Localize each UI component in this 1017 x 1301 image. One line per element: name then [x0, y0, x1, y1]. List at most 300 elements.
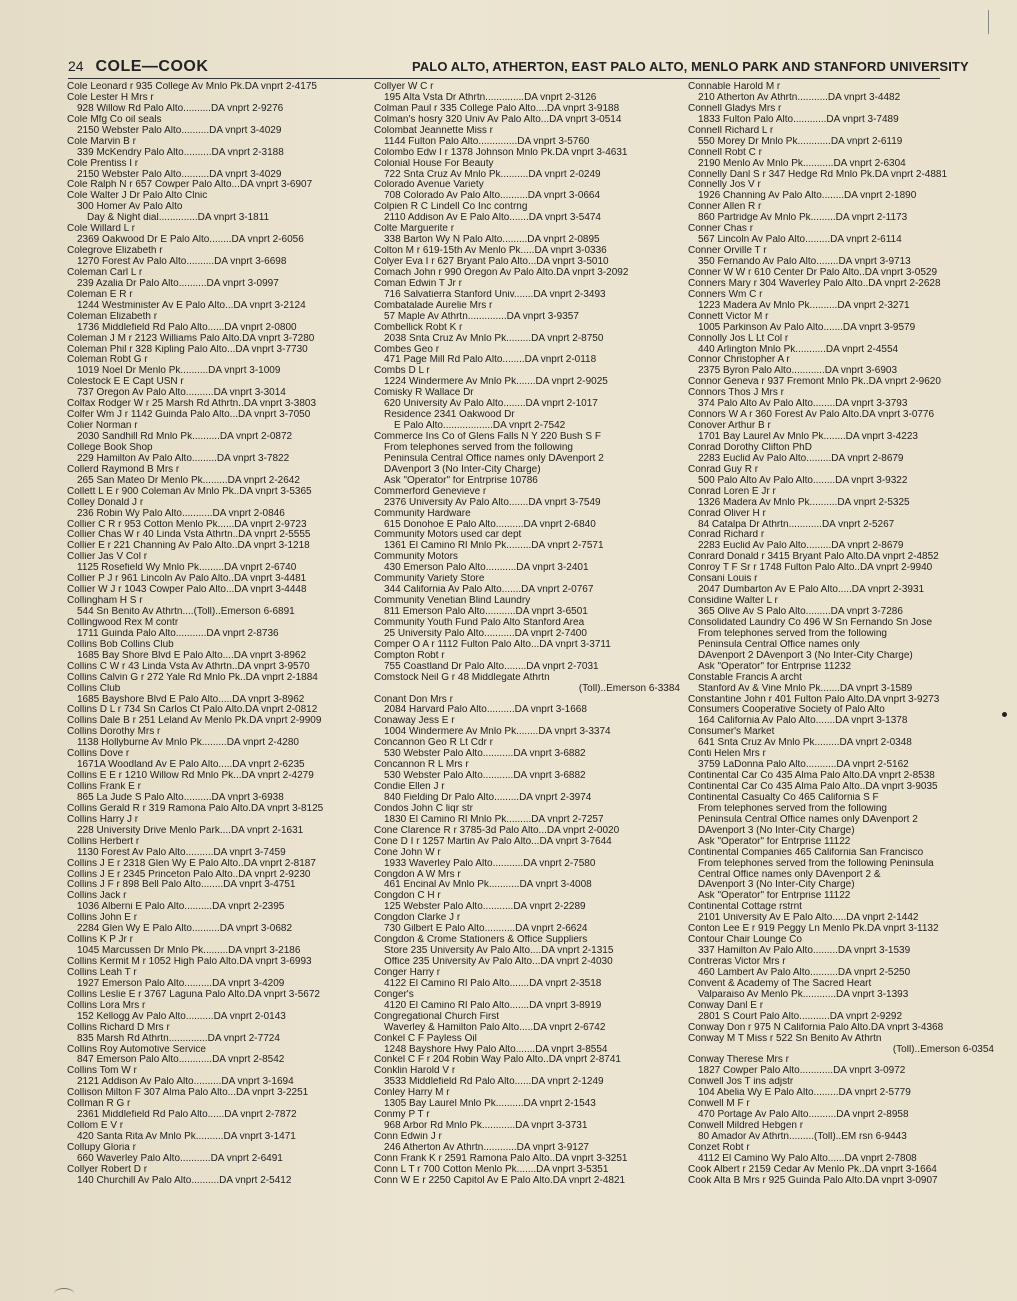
listing-line: Collins D L r 734 Sn Carlos Ct Palo Alto.DA vnprt 2-0812: [67, 705, 318, 716]
listing-line: 1833 Fulton Palo Alto............DA vnprt 3-7489: [698, 114, 899, 125]
listing-line: 471 Page Mill Rd Palo Alto........DA vnprt 2-0118: [384, 355, 597, 366]
listing-line: Collier C R r 953 Cotton Menlo Pk......DA vnprt 2-9723: [67, 519, 307, 530]
listing-line: Collins Club: [67, 683, 121, 694]
listing-line: 2283 Euclid Av Palo Alto.........DA vnprt 2-8679: [698, 453, 904, 464]
listing-line: Connell Robt C r: [688, 147, 762, 158]
listing-line: 550 Morey Dr Mnlo Pk............DA vnprt 2-6119: [698, 136, 903, 147]
listing-line: 80 Amador Av Athrtn.........(Toll)..EM rsn 6-9443: [698, 1132, 907, 1142]
listing-line: From telephones served from the following Peninsula: [698, 858, 934, 869]
listing-line: Community Hardware: [374, 508, 471, 519]
listing-line: 2150 Webster Palo Alto..........DA vnprt 3-4029: [77, 125, 282, 136]
listing-line: Ask "Operator" for Entrprise 10786: [384, 475, 538, 486]
listing-line: Coleman E R r: [67, 289, 133, 300]
listing-line: Colestock E E Capt USN r: [67, 377, 184, 388]
listing-line: 2801 S Court Palo Alto...........DA vnprt 2-9292: [698, 1011, 903, 1022]
listing-line: Comstock Neil G r 48 Middlegate Athrtn: [374, 672, 550, 683]
listing-line: Collier Chas W r 40 Linda Vsta Athrtn..DA vnprt 2-5555: [67, 530, 311, 541]
listing-line: Cole Marvin B r: [67, 136, 136, 147]
listing-line: 1711 Guinda Palo Alto...........DA vnprt 2-8736: [77, 628, 279, 639]
listing-line: Cone D I r 1257 Martin Av Palo Alto...DA vnprt 3-7644: [374, 836, 612, 847]
listing-line: Constable Francis A archt: [688, 672, 802, 683]
listing-line: Conaway Jess E r: [374, 716, 455, 727]
listing-line: Collingwood Rex M contr: [67, 617, 179, 628]
listing-line: 722 Snta Cruz Av Mnlo Pk..........DA vnprt 2-0249: [384, 169, 601, 180]
listing-line: Condie Ellen J r: [374, 782, 445, 792]
listing-line: Combes Geo r: [374, 344, 440, 355]
listing-line: 1019 Noel Dr Menlo Pk..........DA vnprt 3-1009: [77, 366, 281, 377]
listing-column-1: [67, 82, 373, 1187]
listing-line: 1244 Westminister Av E Palo Alto...DA vnprt 3-2124: [77, 300, 306, 311]
listing-line: Collman R G r: [67, 1099, 131, 1110]
listing-line: Congregational Church First: [374, 1011, 500, 1022]
listing-line: Colman's hosry 320 Univ Av Palo Alto...DA vnprt 3-0514: [374, 114, 622, 125]
listing-line: Conwell Mildred Hebgen r: [688, 1121, 804, 1132]
listing-line: Community Venetian Blind Laundry: [374, 596, 531, 607]
listing-line: Store 235 University Av Palo Alto....DA vnprt 2-1315: [384, 946, 614, 957]
listing-line: Coleman Phil r 328 Kipling Palo Alto...DA vnprt 3-7730: [67, 344, 308, 355]
listing-line: Conrad Dorothy Clifton PhD: [688, 442, 812, 453]
listing-line: 1130 Forest Av Palo Alto..........DA vnprt 3-7459: [77, 847, 286, 858]
listing-line: Conger's: [374, 989, 414, 1000]
listing-line: 1270 Forest Av Palo Alto..........DA vnprt 3-6698: [77, 257, 287, 267]
listing-line: Congdon Clarke J r: [374, 913, 461, 924]
listing-line: Congdon & Crome Stationers & Office Suppliers: [374, 935, 588, 946]
listing-line: 1223 Madera Av Mnlo Pk..........DA vnprt 2-3271: [698, 300, 910, 311]
listing-line: 2284 Glen Wy E Palo Alto..........DA vnprt 3-0682: [77, 924, 293, 935]
listing-line: Collins Roy Automotive Service: [67, 1044, 206, 1055]
listing-line: Collier P J r 961 Lincoln Av Palo Alto..DA vnprt 3-4481: [67, 574, 307, 585]
listing-line: 730 Gilbert E Palo Alto...........DA vnprt 2-6624: [384, 924, 588, 935]
listing-line: Conger Harry r: [374, 967, 441, 978]
listing-line: Conners Wm C r: [688, 289, 763, 300]
listing-line: Comach John r 990 Oregon Av Palo Alto.DA vnprt 3-2092: [374, 267, 629, 278]
listing-line: Collins Dorothy Mrs r: [67, 727, 161, 738]
listing-line: Valparaiso Av Menlo Pk............DA vnprt 3-1393: [698, 989, 909, 1000]
listing-line: Conroy T F Sr r 1748 Fulton Palo Alto..DA vnprt 2-9940: [688, 563, 933, 574]
listing-line: 57 Maple Av Athrtn..............DA vnprt 3-9357: [384, 311, 579, 322]
listing-line: 350 Fernando Av Palo Alto........DA vnprt 3-9713: [698, 257, 911, 267]
listing-line: 847 Emerson Palo Alto............DA vnprt 2-8542: [77, 1055, 285, 1066]
listing-line: 2375 Byron Palo Alto............DA vnprt 3-6903: [698, 366, 898, 377]
listing-line: Colley Donald J r: [67, 497, 144, 508]
listing-line: 2121 Addison Av Palo Alto..........DA vnprt 3-1694: [77, 1077, 294, 1088]
listing-line: From telephones served from the following: [698, 803, 887, 814]
listing-line: Conkel C F Payless Oil: [374, 1033, 477, 1044]
listing-line: Congdon A W Mrs r: [374, 869, 461, 880]
listing-line: DAvenport 3 (No Inter-City Charge): [384, 464, 541, 475]
listing-line: Colfax Rodger W r 25 Marsh Rd Athrtn..DA vnprt 3-3803: [67, 399, 316, 410]
listing-line: Cook Alta B Mrs r 925 Guinda Palo Alto.DA vnprt 3-0907: [688, 1175, 938, 1186]
listing-line: Cole Ralph N r 657 Cowper Palo Alto...DA vnprt 3-6907: [67, 180, 313, 191]
listing-line: Colfer Wm J r 1142 Guinda Palo Alto...DA vnprt 3-7050: [67, 410, 311, 421]
listing-line: Conn W E r 2250 Capitol Av E Palo Alto.DA vnprt 2-4821: [374, 1175, 626, 1186]
listing-line: Conrad Guy R r: [688, 464, 759, 475]
listing-line: Continental Casualty Co 465 California S F: [688, 792, 879, 803]
listing-line: 3533 Middlefield Rd Palo Alto......DA vnprt 2-1249: [384, 1077, 604, 1088]
listing-line: 811 Emerson Palo Alto...........DA vnprt 3-6501: [384, 607, 588, 617]
listing-line: 1736 Middlefield Rd Palo Alto......DA vnprt 2-0800: [77, 322, 297, 333]
alphabetical-range: COLE—COOK: [95, 58, 209, 75]
listing-line: Compton Robt r: [374, 650, 445, 661]
listing-line: 195 Alta Vsta Dr Athrtn..............DA vnprt 2-3126: [384, 92, 597, 103]
listing-line: DAvenport 3 (No Inter-City Charge): [698, 825, 855, 836]
listing-line: 641 Snta Cruz Av Mnlo Pk.........DA vnprt 2-0348: [698, 738, 912, 749]
listing-line: Peninsula Central Office names only DAvenport 2: [384, 453, 604, 464]
listing-line: Community Motors used car dept: [374, 530, 522, 541]
listing-line: Connell Richard L r: [688, 125, 774, 136]
listing-line: (Toll)..Emerson 6-0354: [892, 1044, 994, 1055]
listing-line: Ask "Operator" for Entrprise 11122: [698, 836, 851, 847]
listing-line: Convent & Academy of The Sacred Heart: [688, 978, 872, 989]
listing-line: Conklin Harold V r: [374, 1066, 456, 1077]
listing-line: 1224 Windermere Av Mnlo Pk.......DA vnprt 2-9025: [384, 377, 608, 388]
listing-line: Collom E V r: [67, 1121, 124, 1132]
listing-line: 2369 Oakwood Dr E Palo Alto........DA vnprt 2-6056: [77, 235, 304, 246]
listing-line: Congdon C H r: [374, 891, 441, 902]
listing-line: 1927 Emerson Palo Alto..........DA vnprt 3-4209: [77, 978, 285, 989]
listing-line: 530 Webster Palo Alto...........DA vnprt 3-6882: [384, 749, 586, 760]
listing-line: Central Office names only DAvenport 2 &: [698, 869, 881, 880]
listing-line: 567 Lincoln Av Palo Alto.........DA vnprt 2-6114: [698, 235, 902, 246]
margin-mark: [988, 10, 989, 34]
listing-line: 210 Atherton Av Athrtn...........DA vnprt 3-4482: [698, 92, 901, 103]
listing-line: 2376 University Av Palo Alto.......DA vnprt 3-7549: [384, 497, 601, 508]
listing-line: 339 McKendry Palo Alto..........DA vnprt 2-3188: [77, 147, 284, 158]
listing-line: 4120 El Camino Rl Palo Alto.......DA vnprt 3-8919: [384, 1000, 602, 1011]
listing-line: Connett Victor M r: [688, 311, 769, 322]
listing-line: Continental Cottage rstrnt: [688, 902, 802, 913]
listing-line: Ask "Operator" for Entrprise 11232: [698, 661, 852, 672]
listing-line: Collins Leslie E r 3767 Laguna Palo Alto.DA vnprt 3-5672: [67, 989, 320, 1000]
listing-line: 460 Lambert Av Palo Alto..........DA vnprt 2-5250: [698, 967, 911, 978]
listing-line: 1326 Madera Av Mnlo Pk..........DA vnprt 2-5325: [698, 497, 910, 508]
listing-line: 928 Willow Rd Palo Alto..........DA vnprt 2-9276: [77, 103, 284, 114]
listing-line: 152 Kellogg Av Palo Alto..........DA vnprt 2-0143: [77, 1011, 286, 1022]
listing-line: Conn Edwin J r: [374, 1132, 442, 1142]
listing-line: Collins John E r: [67, 913, 138, 924]
listing-line: 1701 Bay Laurel Av Mnlo Pk........DA vnprt 3-4223: [698, 432, 918, 442]
listing-line: 164 California Av Palo Alto.......DA vnprt 3-1378: [698, 716, 908, 727]
listing-line: Conant Don Mrs r: [374, 694, 453, 705]
listing-line: 104 Abelia Wy E Palo Alto.........DA vnprt 2-5779: [698, 1088, 911, 1099]
listing-line: Collins Harry J r: [67, 814, 139, 825]
listing-line: Collins Bob Collins Club: [67, 639, 174, 650]
listing-line: 344 California Av Palo Alto.......DA vnprt 2-0767: [384, 585, 594, 596]
listing-line: Conners Mary r 304 Waverley Palo Alto..DA vnprt 2-2628: [688, 278, 941, 289]
listing-line: 1036 Alberni E Palo Alto..........DA vnprt 2-2395: [77, 902, 285, 913]
listing-line: Collins Herbert r: [67, 836, 140, 847]
listing-line: Connable Harold M r: [688, 82, 781, 92]
listing-line: 84 Catalpa Dr Athrtn............DA vnprt 2-5267: [698, 519, 895, 530]
listing-line: Continental Car Co 435 Alma Palo Alto.DA vnprt 2-8538: [688, 771, 935, 782]
listing-line: 430 Emerson Palo Alto...........DA vnprt 3-2401: [384, 563, 589, 574]
listing-line: Consumer's Market: [688, 727, 775, 738]
listing-line: Conway M T Miss r 522 Sn Benito Av Athrtn: [688, 1033, 882, 1044]
listing-line: Collins Jack r: [67, 891, 127, 902]
listing-line: Collyer Robert D r: [67, 1164, 148, 1175]
listing-line: Collier Jas V Col r: [67, 552, 148, 563]
listing-line: Comisky R Wallace Dr: [374, 388, 474, 399]
page-header: [68, 56, 969, 76]
listing-line: Cook Albert r 2159 Cedar Av Menlo Pk..DA vnprt 3-1664: [688, 1164, 937, 1175]
listing-line: Conley Harry M r: [374, 1088, 450, 1099]
listing-line: Collins Leah T r: [67, 967, 137, 978]
listing-line: Peninsula Central Office names only DAvenport 2: [698, 814, 918, 825]
listing-line: Continental Companies 465 California San Francisco: [688, 847, 924, 858]
listing-line: 228 University Drive Menlo Park....DA vnprt 2-1631: [77, 825, 304, 836]
listing-line: Conti Helen Mrs r: [688, 749, 766, 760]
listing-line: Commerce Ins Co of Glens Falls N Y 220 Bush S F: [374, 432, 601, 442]
listing-line: 2283 Euclid Av Palo Alto.........DA vnprt 2-8679: [698, 541, 904, 552]
listing-line: Collins Kermit M r 1052 High Palo Alto.DA vnprt 3-6993: [67, 957, 312, 967]
listing-line: 2190 Menlo Av Mnlo Pk...........DA vnprt 2-6304: [698, 158, 906, 169]
listing-line: 2101 University Av E Palo Alto.....DA vnprt 2-1442: [698, 913, 919, 924]
listing-line: Conway Don r 975 N California Palo Alto.DA vnprt 3-4368: [688, 1022, 944, 1033]
listing-line: From telephones served from the following: [384, 442, 573, 453]
listing-line: Cole Mfg Co oil seals: [67, 114, 162, 125]
listing-line: Consani Louis r: [688, 574, 758, 585]
listing-line: 755 Coastland Dr Palo Alto........DA vnprt 2-7031: [384, 661, 599, 672]
listing-line: Collins J F r 898 Bell Palo Alto........DA vnprt 3-4751: [67, 880, 296, 891]
listing-line: Collins Dale B r 251 Leland Av Menlo Pk.DA vnprt 2-9909: [67, 716, 322, 727]
listing-line: Connors W A r 360 Forest Av Palo Alto.DA vnprt 3-0776: [688, 410, 935, 421]
listing-line: Waverley & Hamilton Palo Alto.....DA vnprt 2-6742: [384, 1022, 606, 1033]
listing-line: College Book Shop: [67, 442, 153, 453]
listing-line: Colyer Eva I r 627 Bryant Palo Alto...DA vnprt 3-5010: [374, 257, 609, 267]
listing-line: Conner Allen R r: [688, 202, 762, 213]
listing-line: 620 University Av Palo Alto........DA vnprt 2-1017: [384, 399, 598, 410]
listing-line: Consumers Cooperative Society of Palo Alto: [688, 705, 885, 716]
listing-line: 265 San Mateo Dr Menlo Pk.........DA vnprt 2-2642: [77, 475, 300, 486]
listing-line: 865 La Jude S Palo Alto..........DA vnprt 3-6938: [77, 792, 284, 803]
listing-line: Cole Willard L r: [67, 224, 135, 235]
listing-line: Cone John W r: [374, 847, 441, 858]
listing-line: 337 Hamilton Av Palo Alto.........DA vnprt 3-1539: [698, 946, 911, 957]
listing-line: Combellick Robt K r: [374, 322, 463, 333]
listing-line: Connelly Jos V r: [688, 180, 761, 191]
listing-line: Combatalade Aurelie Mrs r: [374, 300, 493, 311]
listing-line: Conner Chas r: [688, 224, 754, 235]
listing-line: 246 Atherton Av Athrtn............DA vnprt 3-9127: [384, 1142, 589, 1153]
listing-line: Conton Lee E r 919 Peggy Ln Menlo Pk.DA vnprt 3-1132: [688, 924, 939, 935]
listing-line: 4122 El Camino Rl Palo Alto.......DA vnprt 2-3518: [384, 978, 602, 989]
listing-line: 1004 Windermere Av Mnlo Pk........DA vnprt 3-3374: [384, 727, 611, 738]
listing-line: Combs D L r: [374, 366, 430, 377]
listing-line: Collison Milton F 307 Alma Palo Alto...DA vnprt 3-2251: [67, 1088, 309, 1099]
listing-line: 1685 Bay Shore Blvd E Palo Alto....DA vnprt 3-8962: [77, 650, 307, 661]
listing-line: 530 Webster Palo Alto...........DA vnprt 3-6882: [384, 771, 586, 782]
listing-line: Peninsula Central Office names only: [698, 639, 860, 650]
listing-line: Coleman Carl L r: [67, 267, 143, 278]
listing-line: 1305 Bay Laurel Mnlo Pk..........DA vnprt 2-1543: [384, 1099, 596, 1110]
listing-line: Colte Marguerite r: [374, 224, 455, 235]
listing-line: 4112 El Camino Wy Palo Alto......DA vnprt 2-7808: [698, 1153, 917, 1164]
listing-line: Connell Gladys Mrs r: [688, 103, 782, 114]
listing-line: Coleman Robt G r: [67, 355, 148, 366]
listing-line: Collyer W C r: [374, 82, 434, 92]
listing-line: Colier Norman r: [67, 421, 138, 432]
listing-line: Colombat Jeannette Miss r: [374, 125, 493, 136]
listing-line: Contreras Victor Mrs r: [688, 957, 786, 967]
listing-line: 860 Partridge Av Mnlo Pk.........DA vnprt 2-1173: [698, 213, 908, 224]
listing-line: 2150 Webster Palo Alto..........DA vnprt 3-4029: [77, 169, 282, 180]
listing-line: 500 Palo Alto Av Palo Alto........DA vnprt 3-9322: [698, 475, 908, 486]
listing-line: Community Motors: [374, 552, 458, 563]
listing-line: Conner Orville T r: [688, 246, 767, 257]
listing-line: Colorado Avenue Variety: [374, 180, 484, 191]
listing-line: 461 Encinal Av Mnlo Pk...........DA vnprt 3-4008: [384, 880, 592, 891]
listing-line: Conkel C F r 204 Robin Way Palo Alto..DA vnprt 2-8741: [374, 1055, 621, 1066]
listing-line: Collins Lora Mrs r: [67, 1000, 146, 1011]
listing-line: Colpien R C Lindell Co Inc contrng: [374, 202, 528, 213]
listing-line: Contour Chair Lounge Co: [688, 935, 802, 946]
listing-line: DAvenport 3 (No Inter-City Charge): [698, 880, 855, 891]
listing-line: Collins J E r 2318 Glen Wy E Palo Alto..DA vnprt 2-8187: [67, 858, 316, 869]
listing-line: Coleman Elizabeth r: [67, 311, 158, 322]
listing-line: Colegrove Elizabeth r: [67, 246, 163, 257]
listing-line: Conner W W r 610 Center Dr Palo Alto..DA vnprt 3-0529: [688, 267, 937, 278]
listing-line: Colman Paul r 335 College Palo Alto....DA vnprt 3-9188: [374, 103, 620, 114]
listing-line: Collier W J r 1043 Cowper Palo Alto...DA vnprt 3-4448: [67, 585, 307, 596]
listing-line: Continental Car Co 435 Alma Palo Alto..DA vnprt 3-9035: [688, 782, 938, 792]
listing-line: 968 Arbor Rd Mnlo Pk............DA vnprt 3-3731: [384, 1121, 588, 1132]
listing-line: 2361 Middlefield Rd Palo Alto......DA vnprt 2-7872: [77, 1110, 297, 1121]
listing-line: Connor Christopher A r: [688, 355, 790, 366]
listing-line: 1685 Bayshore Blvd E Palo Alto.....DA vnprt 3-8962: [77, 694, 305, 705]
listing-line: 2038 Snta Cruz Av Mnlo Pk.........DA vnprt 2-8750: [384, 333, 604, 344]
listing-line: 470 Portage Av Palo Alto..........DA vnprt 2-8958: [698, 1110, 909, 1121]
listing-line: 1005 Parkinson Av Palo Alto.......DA vnprt 3-9579: [698, 322, 916, 333]
listing-line: Community Variety Store: [374, 574, 485, 585]
listing-line: Collins Frank E r: [67, 782, 141, 792]
listing-line: Comper O A r 1112 Fulton Palo Alto...DA vnprt 3-3711: [374, 639, 611, 650]
listing-line: 229 Hamilton Av Palo Alto.........DA vnprt 3-7822: [77, 453, 290, 464]
listing-line: 1138 Hollyburne Av Mnlo Pk.........DA vnprt 2-4280: [77, 738, 299, 749]
listing-line: Collerd Raymond B Mrs r: [67, 464, 180, 475]
listing-line: Condos John C liqr str: [374, 803, 473, 814]
listing-line: Consolidated Laundry Co 496 W Sn Fernando Sn Jose: [688, 617, 933, 628]
listing-line: Conrad Richard r: [688, 530, 765, 541]
listing-line: Cole Walter J Dr Palo Alto Clnic: [67, 191, 208, 202]
listing-line: Conzet Robt r: [688, 1142, 750, 1153]
listing-line: 374 Palo Alto Av Palo Alto........DA vnprt 3-3793: [698, 399, 908, 410]
listing-line: 615 Donohoe E Palo Alto..........DA vnprt 2-6840: [384, 519, 596, 530]
listing-line: Conmy P T r: [374, 1110, 430, 1121]
listing-line: 1827 Cowper Palo Alto............DA vnprt 3-0972: [698, 1066, 906, 1077]
listing-line: Collupy Gloria r: [67, 1142, 136, 1153]
listing-line: 716 Salvatierra Stanford Univ.......DA vnprt 2-3493: [384, 289, 606, 300]
listing-column-2: [374, 82, 680, 1187]
listing-line: 125 Webster Palo Alto...........DA vnprt 2-2289: [384, 902, 586, 913]
listing-line: Cole Prentiss I r: [67, 158, 139, 169]
listing-line: Collins C W r 43 Linda Vsta Av Athrtn..DA vnprt 3-9570: [67, 661, 310, 672]
listing-line: Conn Frank K r 2591 Ramona Palo Alto..DA vnprt 3-3251: [374, 1153, 628, 1164]
listing-column-3: [688, 82, 994, 1187]
listing-line: 140 Churchill Av Palo Alto..........DA vnprt 2-5412: [77, 1175, 292, 1186]
page-header-left: [68, 58, 208, 76]
listing-line: Community Youth Fund Palo Alto Stanford Area: [374, 617, 585, 628]
listing-line: Colonial House For Beauty: [374, 158, 494, 169]
listing-line: Ask "Operator" for Entrprise 11122: [698, 891, 851, 902]
listing-line: Cole Lester H Mrs r: [67, 92, 154, 103]
listing-line: 338 Barton Wy N Palo Alto.........DA vnprt 2-0895: [384, 235, 600, 246]
listing-line: 2110 Addison Av E Palo Alto.......DA vnprt 3-5474: [384, 213, 601, 224]
listing-line: Considine Walter L r: [688, 596, 778, 607]
listing-line: 840 Fielding Dr Palo Alto.........DA vnprt 2-3974: [384, 792, 592, 803]
listing-line: Collins Dove r: [67, 749, 130, 760]
listing-line: Conrad Oliver H r: [688, 508, 766, 519]
listing-line: 1933 Waverley Palo Alto...........DA vnprt 2-7580: [384, 858, 596, 869]
listing-line: Connor Geneva r 937 Fremont Mnlo Pk..DA vnprt 2-9620: [688, 377, 941, 388]
listing-line: 300 Homer Av Palo Alto: [77, 202, 183, 213]
listing-line: 3759 LaDonna Palo Alto...........DA vnprt 2-5162: [698, 760, 909, 771]
listing-line: (Toll)..Emerson 6-3384: [578, 683, 680, 694]
listing-line: Collins Tom W r: [67, 1066, 137, 1077]
listing-line: Collins Richard D Mrs r: [67, 1022, 170, 1033]
listing-line: E Palo Alto..................DA vnprt 2-7542: [394, 421, 566, 432]
listing-line: DAvenport 2 DAvenport 3 (No Inter-City Charge): [698, 650, 913, 661]
listing-line: Commerford Genevieve r: [374, 486, 487, 497]
listing-line: Conrad Loren E Jr r: [688, 486, 776, 497]
listing-line: 1125 Rosefield Wy Mnlo Pk.........DA vnprt 2-6740: [77, 563, 297, 574]
listing-line: Conrard Donald r 3415 Bryant Palo Alto.DA vnprt 2-4852: [688, 552, 939, 563]
listing-line: Coman Edwin T Jr r: [374, 278, 462, 289]
listing-line: Office 235 University Av Palo Alto...DA vnprt 2-4030: [384, 957, 613, 967]
listing-line: From telephones served from the following: [698, 628, 887, 639]
listing-line: Conway Therese Mrs r: [688, 1055, 789, 1066]
listing-line: Connelly Danl S r 347 Hedge Rd Mnlo Pk.DA vnprt 2-4881: [688, 169, 948, 180]
page-number: 24: [68, 58, 84, 74]
listing-line: Conwell Jos T ins adjstr: [688, 1077, 794, 1088]
listing-line: 2047 Dumbarton Av E Palo Alto.....DA vnprt 2-3931: [698, 585, 925, 596]
listing-line: 1045 Marcussen Dr Mnlo Pk.........DA vnprt 3-2186: [77, 946, 301, 957]
listing-line: Collingham H S r: [67, 596, 143, 607]
listing-line: Collett L E r 900 Coleman Av Mnlo Pk..DA vnprt 3-5365: [67, 486, 312, 497]
listing-line: 1926 Channing Av Palo Alto........DA vnprt 2-1890: [698, 191, 917, 202]
listing-line: Residence 2341 Oakwood Dr: [384, 410, 515, 421]
listing-line: 1248 Bayshore Hwy Palo Alto.......DA vnprt 3-8554: [384, 1044, 608, 1055]
listing-line: Concannon Geo R Lt Cdr r: [374, 738, 493, 749]
listing-line: 420 Santa Rita Av Mnlo Pk..........DA vnprt 3-1471: [77, 1132, 296, 1142]
listing-line: Day & Night dial..............DA vnprt 3-1811: [87, 213, 270, 224]
listing-line: Conwell M F r: [688, 1099, 750, 1110]
listing-line: 236 Robin Wy Palo Alto...........DA vnprt 2-0846: [77, 508, 285, 519]
listing-line: Collins Calvin G r 272 Yale Rd Mnlo Pk..DA vnprt 2-1884: [67, 672, 318, 683]
listing-line: 25 University Palo Alto...........DA vnprt 2-7400: [384, 628, 587, 639]
listing-line: 1671A Woodland Av E Palo Alto.....DA vnprt 2-6235: [77, 760, 305, 771]
listing-line: 544 Sn Benito Av Athrtn....(Toll)..Emerson 6-6891: [77, 607, 295, 617]
listing-line: Connolly Jos L Lt Col r: [688, 333, 789, 344]
listing-line: Coleman J M r 2123 Williams Palo Alto.DA vnprt 3-7280: [67, 333, 315, 344]
listing-line: Conn L T r 700 Cotton Menlo Pk.......DA vnprt 3-5351: [374, 1164, 609, 1175]
listing-line: Collins Gerald R r 319 Ramona Palo Alto.DA vnprt 3-8125: [67, 803, 324, 814]
listing-line: 239 Azalia Dr Palo Alto..........DA vnprt 3-0997: [77, 278, 279, 289]
listing-line: 440 Arlington Mnlo Pk...........DA vnprt 2-4554: [698, 344, 899, 355]
listing-line: Collins J E r 2345 Princeton Palo Alto..DA vnprt 2-9230: [67, 869, 311, 880]
listing-line: 1361 El Camino Rl Mnlo Pk.........DA vnprt 2-7571: [384, 541, 604, 552]
paper-mark: [54, 1288, 74, 1299]
listing-line: Cone Clarence R r 3785-3d Palo Alto...DA vnprt 2-0020: [374, 825, 620, 836]
listing-line: 1830 El Camino Rl Mnlo Pk.........DA vnprt 2-7257: [384, 814, 604, 825]
listing-line: Constantine John r 401 Fulton Palo Alto.DA vnprt 3-9273: [688, 694, 940, 705]
listing-line: 2030 Sandhill Rd Mnlo Pk..........DA vnprt 2-0872: [77, 432, 293, 442]
listing-line: 365 Olive Av S Palo Alto.........DA vnprt 3-7286: [698, 607, 903, 617]
listing-line: Conway Danl E r: [688, 1000, 764, 1011]
listing-line: 660 Waverley Palo Alto...........DA vnprt 2-6491: [77, 1153, 283, 1164]
listing-line: 708 Colorado Av Palo Alto..........DA vnprt 3-0664: [384, 191, 601, 202]
listing-line: 737 Oregon Av Palo Alto..........DA vnprt 3-3014: [77, 388, 286, 399]
listing-line: Colton M r 619-15th Av Menlo Pk.....DA vnprt 3-0336: [374, 246, 607, 257]
